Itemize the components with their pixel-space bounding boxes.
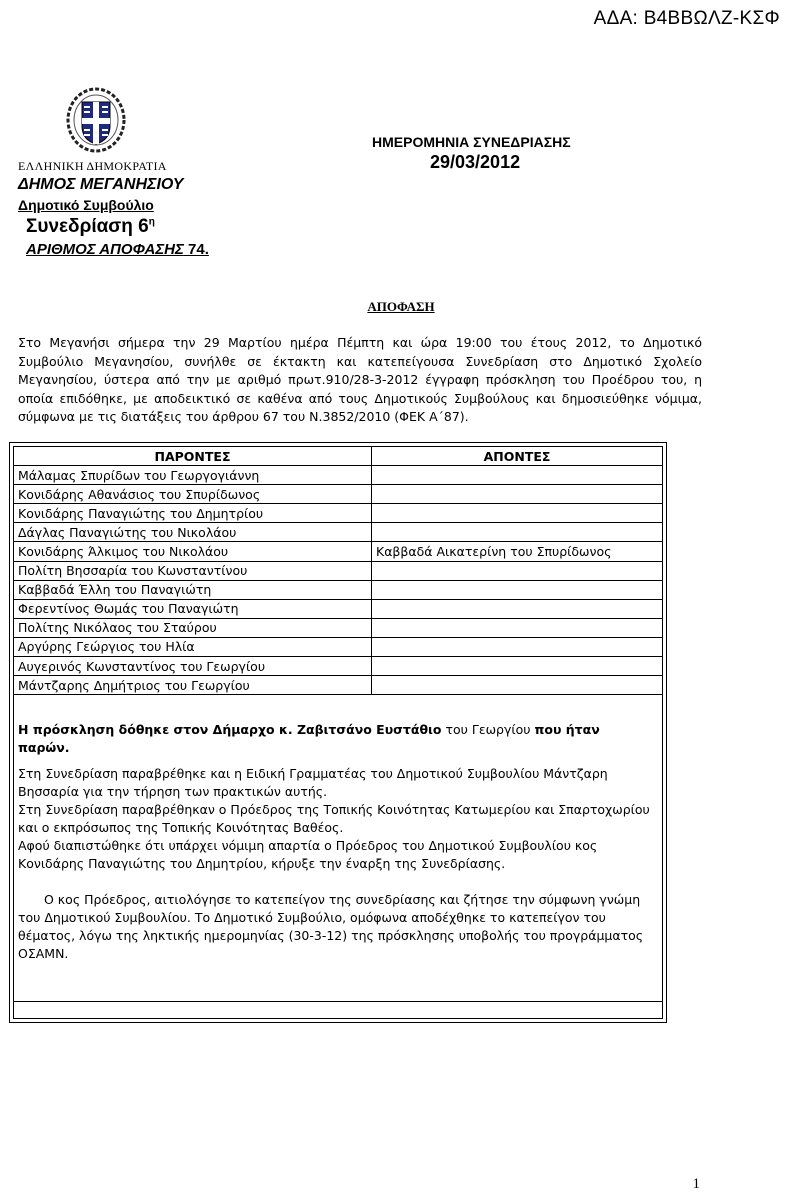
table-row [14,504,662,523]
table-row [14,561,662,580]
absent-member-cell [372,599,663,618]
paragraph-quorum: Αφού διαπιστώθηκε ότι υπάρχει νόμιμη απαρτία ο Πρόεδρος του Δημοτικού Συμβουλίου κος Κονιδάρης Παναγιώτης του Δημητρίου, κήρυξε την έναρξη της Συνεδρίασης. [18,838,598,871]
decision-number: ΑΡΙΘΜΟΣ ΑΠΟΦΑΣΗΣ 74. [26,241,209,258]
invitation-line: Η πρόσκληση δόθηκε στον Δήμαρχο κ. Ζαβιτσάνο Ευστάθιο του Γεωργίου που ήταν παρών. [18,722,600,755]
session-number: Συνεδρίαση $6^\eta$ [26,216,155,237]
footer-divider [14,1001,662,1002]
municipality-name: ΔΗΜΟΣ ΜΕΓΑΝΗΣΙΟΥ [18,176,184,193]
present-member-cell: Πολίτη Βησσαρία του Κωνσταντίνου [14,561,372,580]
present-member-cell: Αυγερινός Κωνσταντίνος του Γεωργίου [14,657,372,676]
table-row [14,542,662,561]
council-label: Δημοτικό Συμβούλιο [18,197,154,213]
attendance-box [9,442,667,1023]
absent-member-cell [372,466,663,485]
present-member-cell: Αργύρης Γεώργιος του Ηλία [14,637,372,656]
absent-member-cell: Καββαδά Αικατερίνη του Σπυρίδωνος [372,542,663,561]
table-row [14,637,662,656]
present-member-cell: Δάγλας Παναγιώτης του Νικολάου [14,523,372,542]
absent-member-cell [372,504,663,523]
present-member-cell: Μάντζαρης Δημήτριος του Γεωργίου [14,676,372,695]
republic-label: ΕΛΛΗΝΙΚΗ ΔΗΜΟΚΡΑΤΙΑ [18,159,167,173]
present-member-cell: Μάλαμας Σπυρίδων του Γεωργογιάννη [14,466,372,485]
paragraph-representatives: Στη Συνεδρίαση παραβρέθηκαν ο Πρόεδρος της Τοπικής Κοινότητας Κατωμερίου και Σπαρτοχωρίου και ο εκπρόσωπος της Τοπικής Κοινότητας Βαθέος. [18,802,650,835]
present-member-cell: Κονιδάρης Άλκιμος του Νικολάου [14,542,372,561]
header-absent: ΑΠΟΝΤΕΣ [372,447,663,466]
table-row [14,599,662,618]
table-row [14,485,662,504]
absent-member-cell [372,657,663,676]
table-row [14,657,662,676]
page-number: 1 [692,1176,700,1192]
present-member-cell: Πολίτης Νικόλαος του Σταύρου [14,618,372,637]
absent-member-cell [372,523,663,542]
paragraph-secretary: Στη Συνεδρίαση παραβρέθηκε και η Ειδική Γραμματέας του Δημοτικού Συμβουλίου Μάντζαρη Βησσαρία για την τήρηση των πρακτικών αυτής. [18,766,608,799]
table-row [14,580,662,599]
absent-member-cell [372,485,663,504]
greek-emblem-icon [64,84,128,156]
ada-code: ΑΔΑ: Β4ΒΒΩΛΖ-ΚΣΦ [593,8,780,29]
intro-paragraph: Στο Μεγανήσι σήμερα την 29 Μαρτίου ημέρα Πέμπτη και ώρα 19:00 του έτους 2012, το Δημοτικό Συμβούλιο Μεγανησίου, συνήλθε σε έκτακτη και κατεπείγουσα Συνεδρίαση στο Δημοτικό Σχολείο Μεγανησίου, ύστερα από την με αριθμό πρωτ.910/28-3-2012 έγγραφη πρόσκληση του Προέδρου του, η οποία επιδόθηκε, με αποδεικτικό σε καθένα από τους Δημοτικούς Συμβούλους και δημοσιεύθηκε νόμιμα, σύμφωνα με τις διατάξεις του άρθρου 67 του Ν.3852/2010 (ΦΕΚ Α΄87). [18,335,702,424]
meeting-date: 29/03/2012 [430,152,521,172]
attendance-table [14,447,662,695]
present-member-cell: Κονιδάρης Αθανάσιος του Σπυρίδωνος [14,485,372,504]
absent-member-cell [372,618,663,637]
present-member-cell: Φερεντίνος Θωμάς του Παναγιώτη [14,599,372,618]
table-row [14,618,662,637]
header-present: ΠΑΡΟΝΤΕΣ [14,447,372,466]
table-row [14,523,662,542]
absent-member-cell [372,561,663,580]
meeting-date-label: ΗΜΕΡΟΜΗΝΙΑ ΣΥΝΕΔΡΙΑΣΗΣ [372,134,571,150]
table-row [14,676,662,695]
table-row [14,466,662,485]
present-member-cell: Καββαδά Έλλη του Παναγιώτη [14,580,372,599]
absent-member-cell [372,637,663,656]
document-title: ΑΠΟΦΑΣΗ [367,299,435,314]
paragraph-urgency: Ο κος Πρόεδρος, αιτιολόγησε το κατεπείγον της συνεδρίασης και ζήτησε την σύμφωνη γνώμη του Δημοτικού Συμβουλίου. Το Δημοτικό Συμβούλιο, ομόφωνα αποδέχθηκε το κατεπείγον του θέματος, λόγω της ληκτικής ημερομηνίας (30-3-12) της πρόσκλησης υποβολής του προγράμματος ΟΣΑΜΝ. [18,892,644,961]
minutes-text [18,721,654,963]
absent-member-cell [372,580,663,599]
present-member-cell: Κονιδάρης Παναγιώτης του Δημητρίου [14,504,372,523]
absent-member-cell [372,676,663,695]
